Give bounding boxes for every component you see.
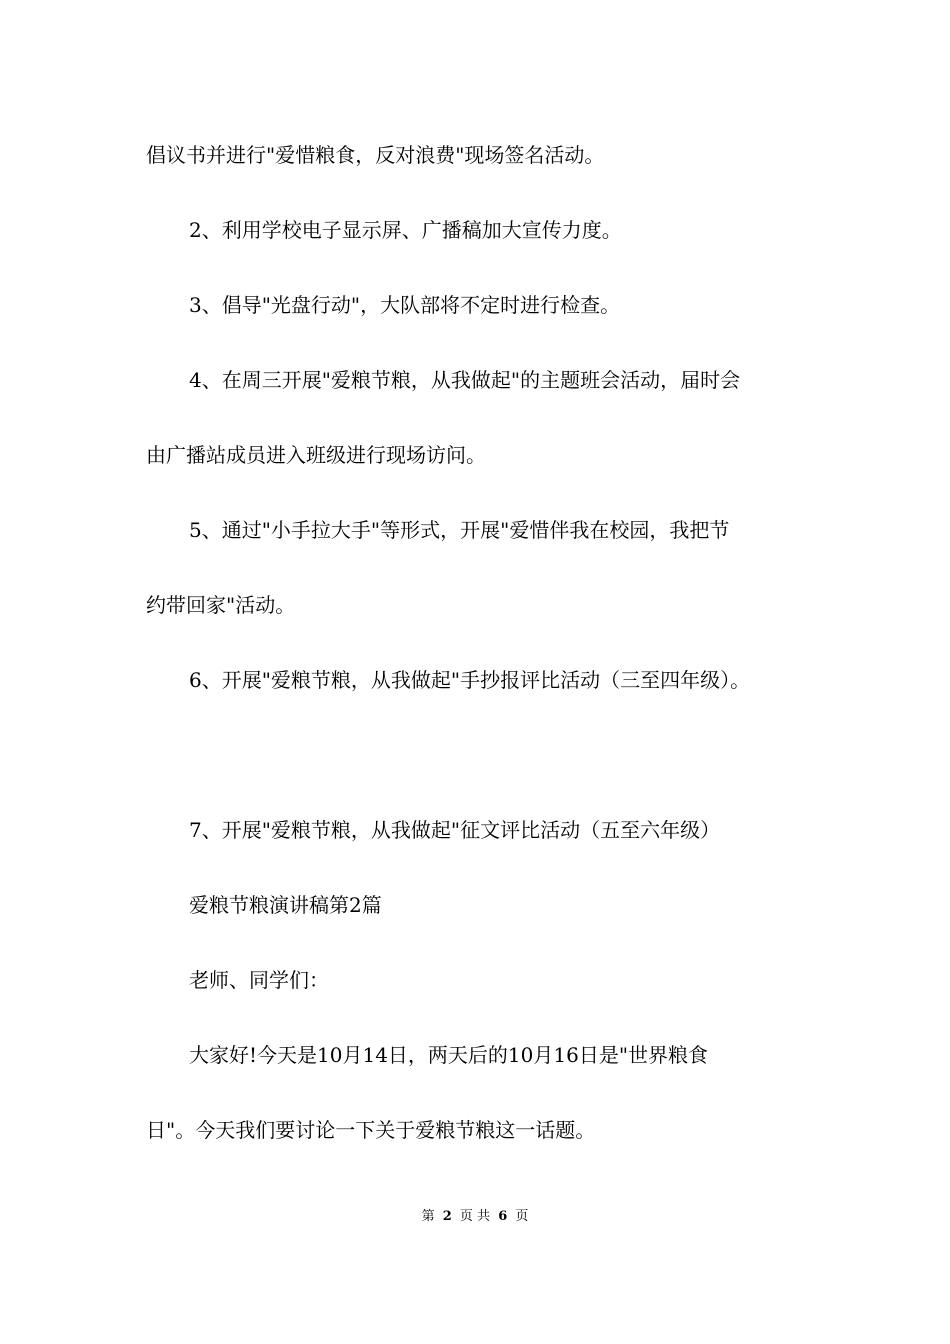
total-pages-number: 6 [498, 1209, 508, 1224]
page-footer [0, 1208, 950, 1226]
paragraph-line-13: 日"。今天我们要讨论一下关于爱粮节粮这一话题。 [146, 1118, 596, 1142]
footer-middle: 页 共 [459, 1209, 491, 1224]
footer-suffix: 页 [515, 1209, 529, 1224]
current-page-number: 2 [442, 1209, 452, 1224]
paragraph-line-2: 2、利用学校电子显示屏、广播稿加大宣传力度。 [189, 218, 622, 242]
paragraph-line-7: 约带回家"活动。 [146, 593, 296, 617]
paragraph-line-3: 3、倡导"光盘行动"，大队部将不定时进行检查。 [189, 293, 621, 317]
paragraph-line-9: 7、开展"爱粮节粮，从我做起"征文评比活动（五至六年级） [189, 818, 721, 842]
paragraph-line-8: 6、开展"爱粮节粮，从我做起"手抄报评比活动（三至四年级）。 [189, 668, 751, 692]
footer-prefix: 第 [421, 1209, 435, 1224]
paragraph-line-1: 倡议书并进行"爱惜粮食，反对浪费"现场签名活动。 [146, 143, 605, 167]
paragraph-line-6: 5、通过"小手拉大手"等形式，开展"爱惜伴我在校园，我把节 [189, 518, 730, 542]
paragraph-line-5: 由广播站成员进入班级进行现场访问。 [146, 443, 486, 467]
salutation: 老师、同学们： [189, 968, 329, 992]
section-title: 爱粮节粮演讲稿第2篇 [189, 893, 382, 917]
paragraph-line-4: 4、在周三开展"爱粮节粮，从我做起"的主题班会活动，届时会 [189, 368, 741, 392]
paragraph-line-12: 大家好!今天是10月14日，两天后的10月16日是"世界粮食 [189, 1043, 709, 1067]
